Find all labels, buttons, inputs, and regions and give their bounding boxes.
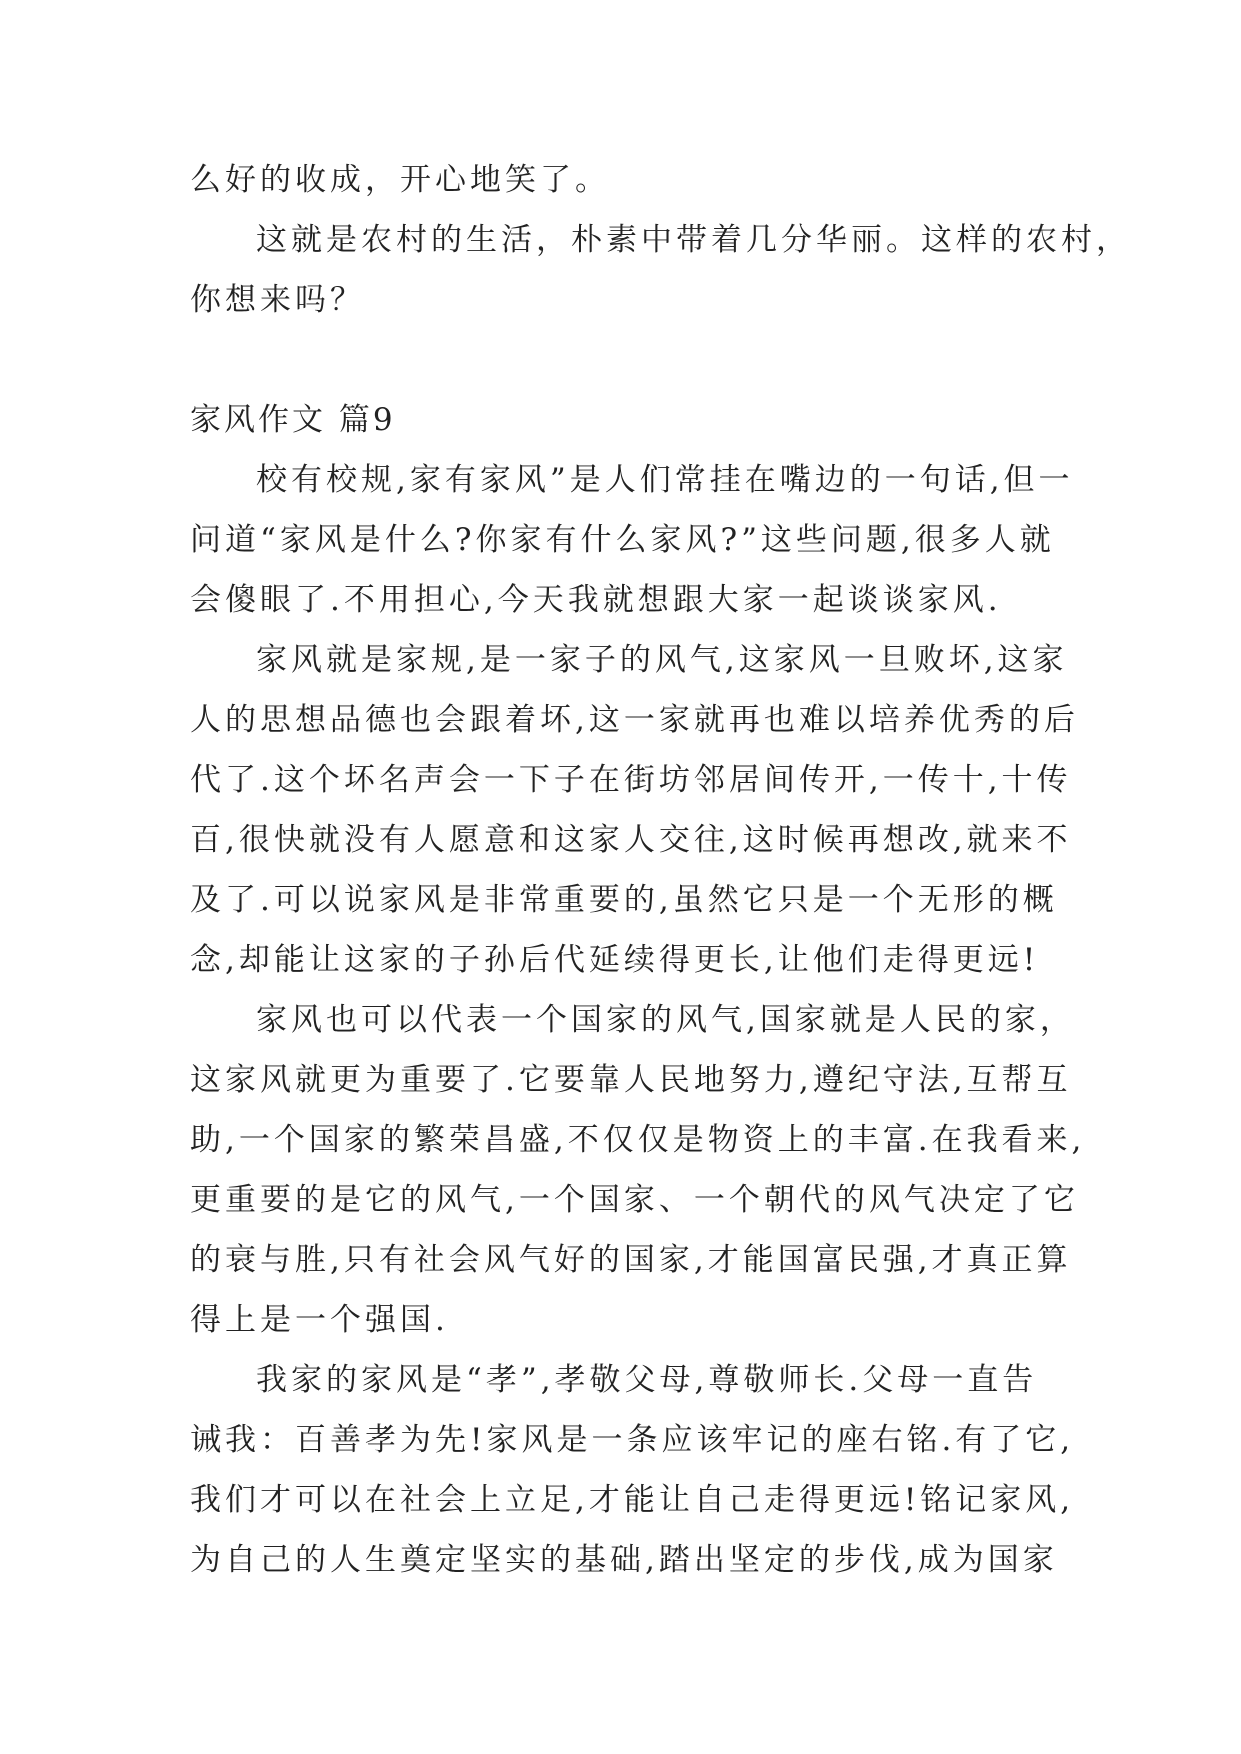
text-line: 诫我：百善孝为先!家风是一条应该牢记的座右铭.有了它, [190, 1422, 1075, 1458]
text-line: 这就是农村的生活，朴素中带着几分华丽。这样的农村， [256, 222, 1131, 258]
text-line: 这家风就更为重要了.它要靠人民地努力,遵纪守法,互帮互 [190, 1062, 1072, 1098]
text-line: 的衰与胜,只有社会风气好的国家,才能国富民强,才真正算 [190, 1242, 1072, 1278]
text-line: 为自己的人生奠定坚实的基础,踏出坚定的步伐,成为国家 [190, 1542, 1058, 1578]
text-line: 你想来吗？ [190, 282, 365, 318]
section-title: 家风作文 篇9 [190, 402, 396, 438]
text-line: 念,却能让这家的子孙后代延续得更长,让他们走得更远! [190, 942, 1040, 978]
text-line: 更重要的是它的风气,一个国家、一个朝代的风气决定了它 [190, 1182, 1079, 1218]
text-line: 家风就是家规,是一家子的风气,这家风一旦败坏,这家 [256, 642, 1068, 678]
text-line: 会傻眼了.不用担心,今天我就想跟大家一起谈谈家风. [190, 582, 1002, 618]
text-line: 家风也可以代表一个国家的风气,国家就是人民的家， [256, 1002, 1075, 1038]
text-line: 我们才可以在社会上立足,才能让自己走得更远!铭记家风, [190, 1482, 1075, 1518]
text-line: 我家的家风是“孝”,孝敬父母,尊敬师长.父母一直告 [256, 1362, 1038, 1398]
text-line: 得上是一个强国. [190, 1302, 449, 1338]
text-line: 百,很快就没有人愿意和这家人交往,这时候再想改,就来不 [190, 822, 1072, 858]
text-line: 校有校规,家有家风”是人们常挂在嘴边的一句话,但一 [256, 462, 1074, 498]
document-body [190, 150, 1131, 1590]
text-line: 助,一个国家的繁荣昌盛,不仅仅是物资上的丰富.在我看来, [190, 1122, 1086, 1158]
text-line: 代了.这个坏名声会一下子在街坊邻居间传开,一传十,十传 [190, 762, 1072, 798]
text-line: 人的思想品德也会跟着坏,这一家就再也难以培养优秀的后 [190, 702, 1079, 738]
text-line: 么好的收成，开心地笑了。 [190, 162, 610, 198]
text-line: 及了.可以说家风是非常重要的,虽然它只是一个无形的概 [190, 882, 1058, 918]
section-gap [190, 330, 1070, 390]
text-line: 问道“家风是什么?你家有什么家风?”这些问题,很多人就 [190, 522, 1055, 558]
